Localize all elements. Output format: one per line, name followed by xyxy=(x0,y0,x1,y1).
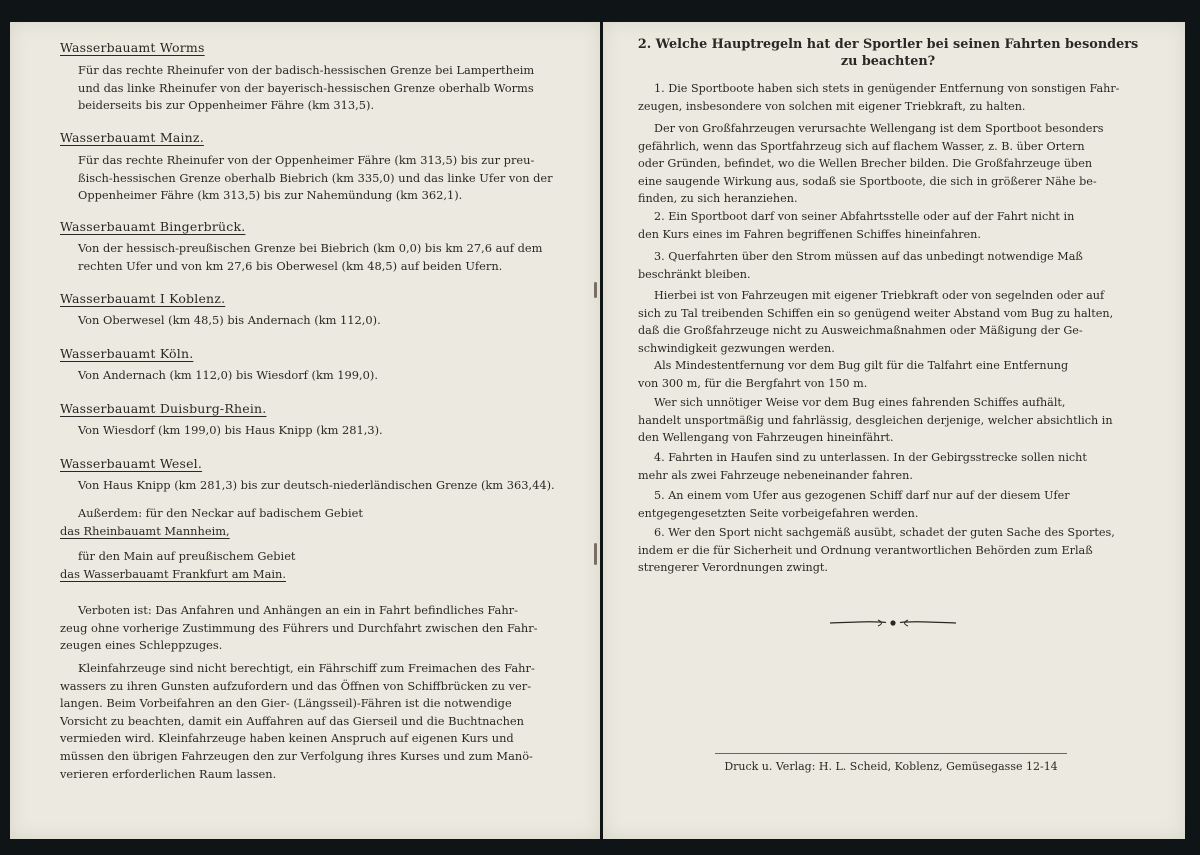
text-line: verieren erforderlichen Raum lassen. xyxy=(60,766,277,781)
rule-paragraph xyxy=(638,120,1142,208)
text-line: 5. An einem vom Ufer aus gezogenen Schiff darf nur auf der diesem Ufer xyxy=(654,489,1070,502)
section-text xyxy=(78,477,574,495)
section-title xyxy=(633,36,1143,70)
decorative-divider xyxy=(828,615,958,631)
binding-mark xyxy=(594,543,597,565)
text-line: langen. Beim Vorbeifahren an den Gier- (Längsseil)-Fähren ist die notwendige xyxy=(60,696,512,711)
rule-paragraph xyxy=(638,80,1142,115)
text-line: Der von Großfahrzeugen verursachte Wellengang ist dem Sportboot besonders xyxy=(654,122,1104,135)
section-heading: Wasserbauamt I Koblenz. xyxy=(60,291,226,306)
rule-paragraph xyxy=(638,208,1142,243)
title-line: 2. Welche Hauptregeln hat der Sportler bei seinen Fahrten besonders xyxy=(637,37,1139,52)
section-text xyxy=(78,367,574,385)
text-line: oder Gründen, befindet, wo die Wellen Brecher bilden. Die Großfahrzeuge üben xyxy=(638,157,1093,171)
ausserdem-block xyxy=(60,505,574,583)
text-line: wassers zu ihren Gunsten aufzufordern und das Öffnen von Schiffbrücken zu ver- xyxy=(60,678,532,693)
text-line: indem er die für Sicherheit und Ordnung verantwortlichen Behörden zum Erlaß xyxy=(638,543,1093,557)
text-line: entgegengesetzten Seite vorbeigefahren werden. xyxy=(638,506,919,520)
text-line: beiderseits bis zur Oppenheimer Fähre (km 313,5). xyxy=(78,98,375,113)
printer-imprint: Druck u. Verlag: H. L. Scheid, Koblenz, Gemüsegasse 12-14 xyxy=(724,760,1058,773)
section-heading: Wasserbauamt Köln. xyxy=(60,346,194,361)
text-line: mehr als zwei Fahrzeuge nebeneinander fahren. xyxy=(638,468,913,482)
text-line: Oppenheimer Fähre (km 313,5) bis zur Nahemündung (km 362,1). xyxy=(78,188,463,203)
text-line: Für das rechte Rheinufer von der badisch-hessischen Grenze bei Lampertheim xyxy=(78,63,535,77)
kleinfahrzeuge-paragraph xyxy=(60,660,574,783)
text-line: zeug ohne vorherige Zustimmung des Führers und Durchfahrt zwischen den Fahr- xyxy=(60,620,538,635)
text-line: den Kurs eines im Fahren begriffenen Schiffes hineinfahren. xyxy=(638,227,981,241)
office-name: das Wasserbauamt Frankfurt am Main. xyxy=(60,566,286,581)
text-line: Von Wiesdorf (km 199,0) bis Haus Knipp (km 281,3). xyxy=(78,423,383,437)
binding-mark xyxy=(594,282,597,298)
text-line: ßisch-hessischen Grenze oberhalb Biebrich (km 335,0) und das linke Ufer von der xyxy=(78,170,553,185)
text-line: den Wellengang von Fahrzeugen hineinfährt. xyxy=(638,431,894,445)
text-line: und das linke Rheinufer von der bayerisch-hessischen Grenze oberhalb Worms xyxy=(78,80,534,95)
section-heading: Wasserbauamt Duisburg-Rhein. xyxy=(60,401,267,416)
verboten-paragraph xyxy=(60,602,574,655)
text-line: Von Haus Knipp (km 281,3) bis zur deutsch-niederländischen Grenze (km 363,44). xyxy=(78,478,555,492)
text-line: strengerer Verordnungen zwingt. xyxy=(638,561,828,575)
section-heading: Wasserbauamt Bingerbrück. xyxy=(60,219,246,234)
text-line: Verboten ist: Das Anfahren und Anhängen an ein in Fahrt befindliches Fahr- xyxy=(78,603,518,617)
text-line: finden, zu sich heranziehen. xyxy=(638,192,798,206)
rule-paragraph xyxy=(638,524,1142,577)
text-line: Außerdem: für den Neckar auf badischem Gebiet xyxy=(78,506,363,520)
section-text xyxy=(78,62,574,115)
text-line: sich zu Tal treibenden Schiffen ein so genügend weiter Abstand vom Bug zu halten, xyxy=(638,306,1114,320)
text-line: Für das rechte Rheinufer von der Oppenheimer Fähre (km 313,5) bis zur preu- xyxy=(78,153,535,167)
section-text xyxy=(78,152,574,205)
text-line: von 300 m, für die Bergfahrt von 150 m. xyxy=(638,376,868,390)
section-text xyxy=(78,312,574,330)
text-line: 1. Die Sportboote haben sich stets in genügender Entfernung von sonstigen Fahr- xyxy=(654,82,1120,95)
text-line: zeugen, insbesondere von solchen mit eigener Triebkraft, zu halten. xyxy=(638,99,1026,113)
text-line: Von Andernach (km 112,0) bis Wiesdorf (km 199,0). xyxy=(78,368,378,382)
section-heading: Wasserbauamt Mainz. xyxy=(60,130,204,145)
text-line: Hierbei ist von Fahrzeugen mit eigener Triebkraft oder von segelnden oder auf xyxy=(654,289,1105,302)
text-line: zeugen eines Schleppzuges. xyxy=(60,638,223,653)
section-text xyxy=(78,240,574,275)
text-line: Von Oberwesel (km 48,5) bis Andernach (km 112,0). xyxy=(78,313,381,327)
section-text xyxy=(78,422,574,440)
text-line: 3. Querfahrten über den Strom müssen auf das unbedingt notwendige Maß xyxy=(654,250,1083,263)
text-line: 2. Ein Sportboot darf von seiner Abfahrtsstelle oder auf der Fahrt nicht in xyxy=(654,210,1075,223)
text-line: 4. Fahrten in Haufen sind zu unterlassen. In der Gebirgsstrecke sollen nicht xyxy=(654,451,1087,464)
text-line: gefährlich, wenn das Sportfahrzeug sich auf flachem Wasser, z. B. über Ortern xyxy=(638,139,1085,153)
text-line: eine saugende Wirkung aus, sodaß sie Sportboote, die sich in größerer Nähe be- xyxy=(638,174,1097,188)
text-line: 6. Wer den Sport nicht sachgemäß ausübt, schadet der guten Sache des Sportes, xyxy=(654,526,1115,539)
text-line: daß die Großfahrzeuge nicht zu Ausweichmaßnahmen oder Mäßigung der Ge- xyxy=(638,324,1083,338)
office-name: das Rheinbauamt Mannheim, xyxy=(60,523,230,538)
section-heading: Wasserbauamt Worms xyxy=(60,40,205,55)
rule-paragraph xyxy=(638,287,1142,357)
left-page xyxy=(10,22,600,839)
text-line: Kleinfahrzeuge sind nicht berechtigt, ein Fährschiff zum Freimachen des Fahr- xyxy=(78,661,535,675)
text-line: Von der hessisch-preußischen Grenze bei Biebrich (km 0,0) bis km 27,6 auf dem xyxy=(78,241,543,255)
right-page xyxy=(603,22,1185,839)
text-line: beschränkt bleiben. xyxy=(638,267,751,281)
imprint-rule xyxy=(715,753,1067,754)
text-line: für den Main auf preußischem Gebiet xyxy=(78,549,296,564)
rule-paragraph xyxy=(638,248,1142,283)
rule-paragraph xyxy=(638,357,1142,392)
text-line: vermieden wird. Kleinfahrzeuge haben keinen Anspruch auf eigenen Kurs und xyxy=(60,731,514,746)
rule-paragraph xyxy=(638,487,1142,522)
text-line: schwindigkeit gezwungen werden. xyxy=(638,341,835,355)
rule-paragraph xyxy=(638,394,1142,447)
text-line: müssen den übrigen Fahrzeugen den zur Verfolgung ihres Kurses und zum Manö- xyxy=(60,748,533,763)
section-heading: Wasserbauamt Wesel. xyxy=(60,456,203,471)
title-line: zu beachten? xyxy=(840,54,936,69)
rule-paragraph xyxy=(638,449,1142,484)
text-line: handelt unsportmäßig und fahrlässig, desgleichen derjenige, welcher absichtlich in xyxy=(638,413,1113,427)
text-line: rechten Ufer und von km 27,6 bis Oberwesel (km 48,5) auf beiden Ufern. xyxy=(78,258,503,273)
text-line: Wer sich unnötiger Weise vor dem Bug eines fahrenden Schiffes aufhält, xyxy=(654,396,1066,409)
text-line: Als Mindestentfernung vor dem Bug gilt für die Talfahrt eine Entfernung xyxy=(654,359,1069,372)
text-line: Vorsicht zu beachten, damit ein Auffahren auf das Gierseil und die Buchtnachen xyxy=(60,713,525,728)
